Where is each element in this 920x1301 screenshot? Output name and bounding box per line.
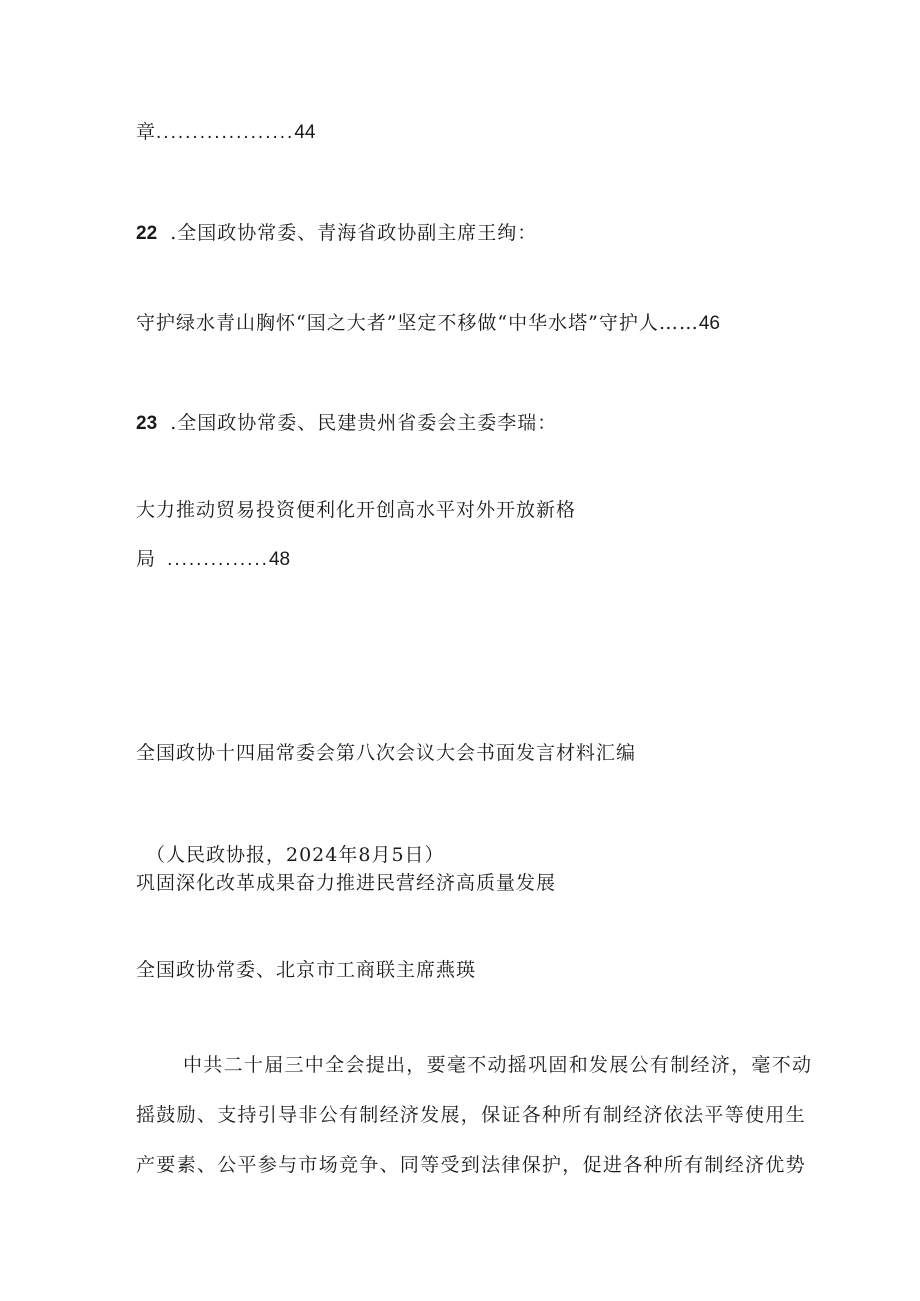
- toc-entry-title-tail: 局: [136, 548, 157, 570]
- toc-entry-23-title-line1: [136, 498, 576, 522]
- toc-entry-23-speaker: [136, 411, 557, 436]
- toc-page-number: 48: [268, 549, 291, 570]
- toc-entry-21-text: 章: [136, 121, 157, 143]
- toc-entry-number: 23: [136, 413, 158, 434]
- toc-page-number: 44: [294, 122, 316, 143]
- toc-entry-title: 大力推动贸易投资便利化开创高水平对外开放新格: [136, 499, 577, 521]
- paragraph-line: 中共二十届三中全会提出，要毫不动摇巩固和发展公有制经济，毫不动: [183, 1054, 813, 1076]
- toc-page-number: 46: [698, 313, 720, 334]
- toc-entry-23-title-line2: [136, 547, 290, 572]
- article-title: 巩固深化改革成果奋力推进民营经济高质量发展: [136, 872, 557, 894]
- toc-leader-dots: ...................: [156, 122, 295, 143]
- toc-entry-speaker: .全国政协常委、民建贵州省委会主委李瑞：: [170, 412, 558, 434]
- toc-entry-number: 22: [136, 223, 158, 244]
- article-author: 全国政协常委、北京市工商联主席燕瑛: [136, 959, 477, 981]
- toc-entry-22-title: [136, 311, 720, 336]
- toc-entry-title: 守护绿水青山胸怀“国之大者”坚定不移做“中华水塔”守护人……: [136, 312, 699, 334]
- source-citation: （人民政协报，2024年8月5日）: [146, 844, 445, 866]
- toc-entry-22-speaker: [136, 221, 537, 246]
- paragraph-line: 产要素、公平参与市场竞争、同等受到法律保护，促进各种所有制经济优势: [136, 1154, 806, 1176]
- compilation-title: 全国政协十四届常委会第八次会议大会书面发言材料汇编: [136, 742, 637, 764]
- toc-leader-dots: ..............: [167, 549, 269, 570]
- toc-entry-21-tail: [136, 120, 315, 145]
- paragraph-line: 摇鼓励、支持引导非公有制经济发展，保证各种所有制经济依法平等使用生: [136, 1104, 806, 1126]
- toc-entry-speaker: .全国政协常委、青海省政协副主席王绚：: [170, 222, 538, 244]
